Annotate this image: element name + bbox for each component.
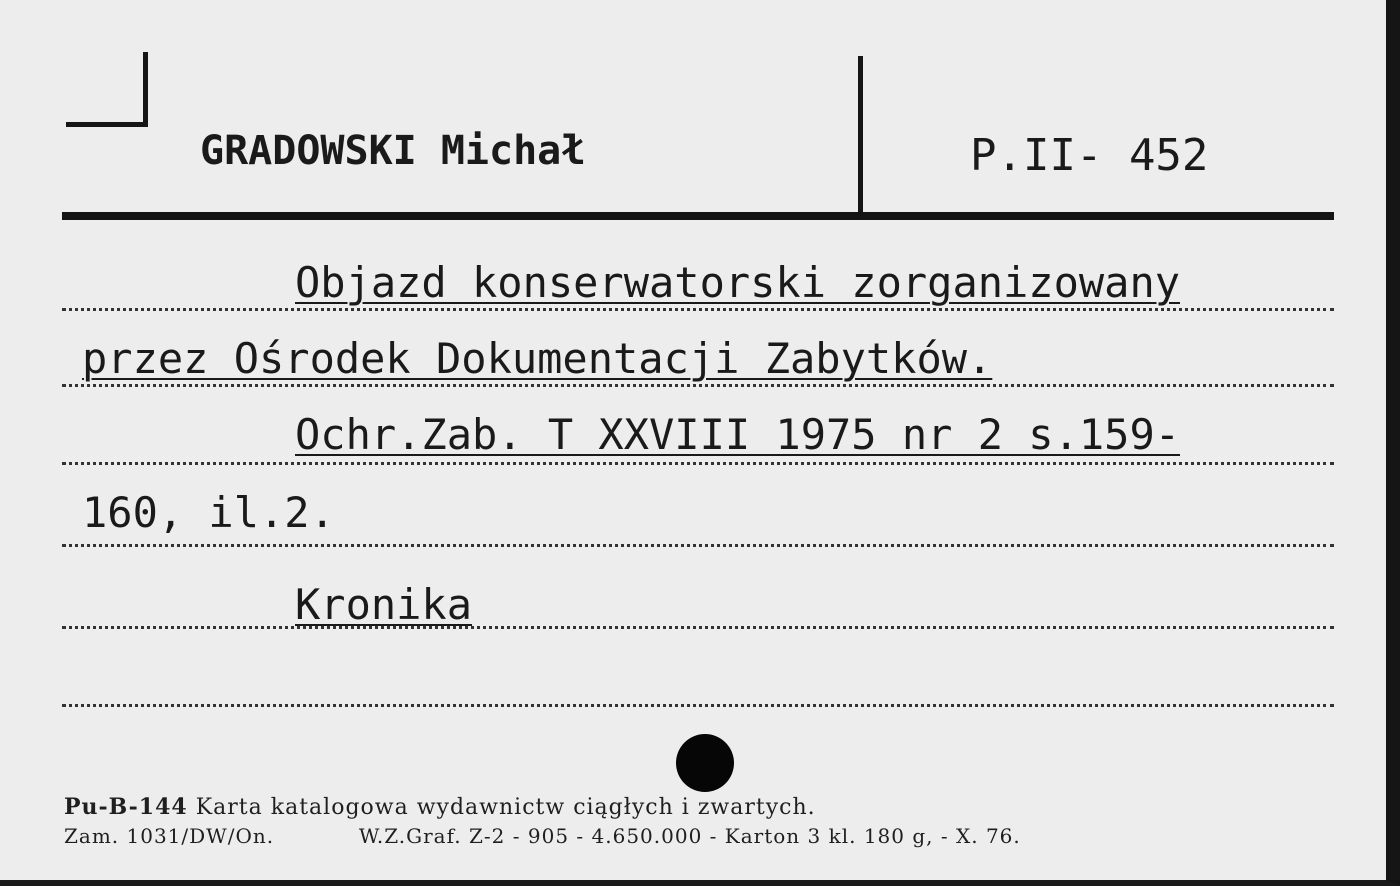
source-line-1: Ochr.Zab. T XXVIII 1975 nr 2 s.159- [295,410,1181,459]
header-rule [62,212,1334,220]
source-line-2: 160, il.2. [82,488,335,537]
header-divider [858,56,863,214]
corner-mark-vertical [143,52,148,126]
corner-mark-horizontal [66,122,148,127]
description-line-2: przez Ośrodek Dokumentacji Zabytków. [82,334,993,383]
description-line-1: Objazd konserwatorski zorganizowany [295,258,1181,307]
footer-print-line [64,824,1021,848]
author-name: GRADOWSKI Michał [200,128,586,174]
printer-info: W.Z.Graf. Z-2 - 905 - 4.650.000 - Karton 3 kl. 180 g, - X. 76. [358,824,1021,848]
shelf-signature: P.II- 452 [970,130,1209,181]
dotted-rule [62,462,1334,465]
dotted-rule [62,384,1334,387]
form-code: Pu-B-144 [64,794,188,820]
punch-hole [676,734,734,792]
footer-form-line [64,794,816,820]
order-number: Zam. 1031/DW/On. [64,824,275,848]
dotted-rule [62,626,1334,629]
section-name: Kronika [295,580,473,629]
form-title: Karta katalogowa wydawnictw ciągłych i zwartych. [195,795,816,820]
dotted-rule [62,704,1334,707]
dotted-rule [62,544,1334,547]
dotted-rule [62,308,1334,311]
